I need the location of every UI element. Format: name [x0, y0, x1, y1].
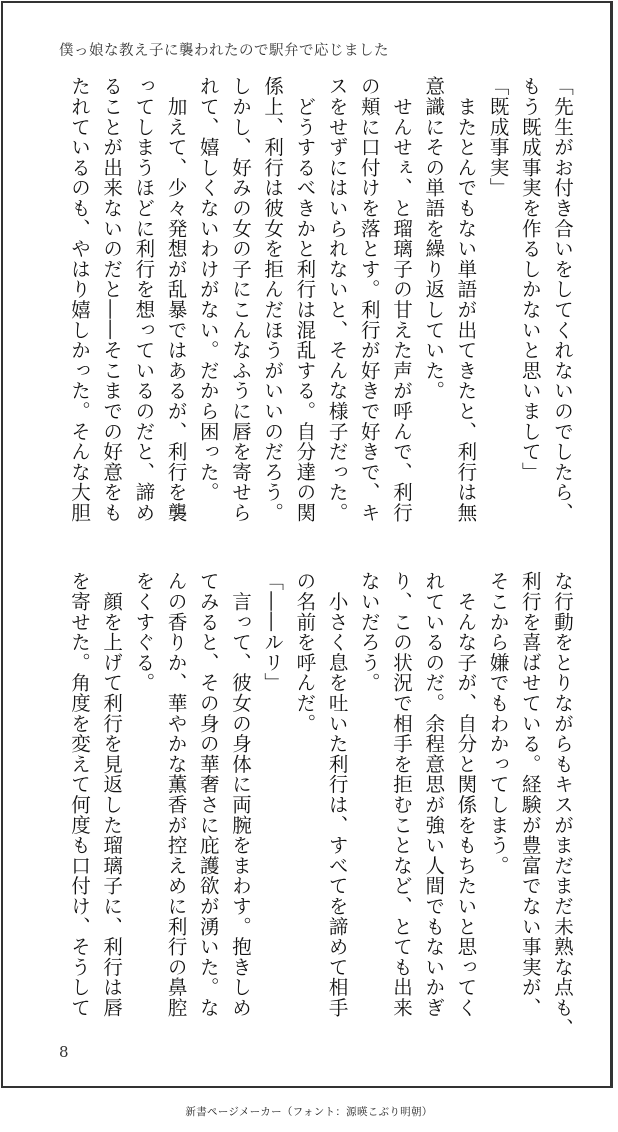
- text-line: んの香りか、華やかな薫香が控えめに利行の鼻腔: [164, 571, 188, 1018]
- text-line: の名前を呼んだ。: [293, 571, 317, 734]
- text-line: しかし、好みの女の子にこんなふうに唇を寄せら: [228, 76, 252, 523]
- running-title: 僕っ娘な教え子に襲われたので駅弁で応じました: [59, 43, 389, 59]
- text-block-upper: [63, 76, 578, 536]
- text-line: ることが出来ないのだと――そこまでの好意をも: [100, 76, 124, 523]
- text-line: そんな子が、自分と関係をもちたいと思ってく: [454, 571, 478, 1018]
- text-line: 「既成事実」: [486, 76, 510, 198]
- text-line: てみると、その身の華奢さに庇護欲が湧いた。な: [196, 571, 220, 1018]
- text-line: ないだろう。: [357, 571, 381, 693]
- generator-credit: 新書ページメーカー（フォント：源暎こぶり明朝）: [185, 1106, 433, 1118]
- text-line: どうするべきかと利行は混乱する。自分達の関: [293, 76, 317, 523]
- text-line: スをせずにはいられないと、そんな様子だった。: [325, 76, 349, 523]
- text-line: 利行を喜ばせている。経験が豊富でない事実が、: [518, 571, 542, 1018]
- text-line: の頬に口付けを落とす。利行が好きで好きで、キ: [357, 76, 381, 523]
- page-number: 8: [59, 1043, 69, 1061]
- text-line: またとんでもない単語が出てきたと、利行は無: [454, 76, 478, 523]
- text-line: 小さく息を吐いた利行は、すべてを諦めて相手: [325, 571, 349, 1018]
- text-line: れているのだ。余程意思が強い人間でもないかぎ: [422, 571, 446, 1018]
- text-line: せんせぇ、と瑠璃子の甘えた声が呼んで、利行: [389, 76, 413, 523]
- text-line: ってしまうほどに利行を想っているのだと、諦め: [132, 76, 156, 523]
- text-line: 顔を上げて利行を見返した瑠璃子に、利行は唇: [100, 571, 124, 1018]
- text-line: れて、嬉しくないわけがない。だから困った。: [196, 76, 220, 503]
- text-line: 言って、彼女の身体に両腕をまわす。抱きしめ: [228, 571, 252, 1018]
- text-line: 加えて、少々発想が乱暴ではあるが、利行を襲: [164, 76, 188, 523]
- text-line: たれているのも、やはり嬉しかった。そんな大胆: [67, 76, 91, 523]
- text-block-lower: [63, 571, 578, 1038]
- text-line: 意識にその単語を繰り返していた。: [422, 76, 446, 401]
- text-line: 「――ルリ」: [261, 571, 285, 693]
- text-line: をくすぐる。: [132, 571, 156, 693]
- text-line: な行動をとりながらもキスがまだまだ未熟な点も、: [551, 571, 574, 1038]
- text-line: 「先生がお付き合いをしてくれないのでしたら、: [551, 76, 574, 523]
- book-page: [1, 1, 613, 1088]
- text-line: り、この状況で相手を拒むことなど、とても出来: [389, 571, 413, 1018]
- text-line: 係上、利行は彼女を拒んだほうがいいのだろう。: [261, 76, 285, 523]
- text-line: もう既成事実を作るしかないと思いまして」: [518, 76, 542, 482]
- text-line: そこから嫌でもわかってしまう。: [486, 571, 510, 876]
- text-line: を寄せた。角度を変えて何度も口付け、そうして: [67, 571, 91, 1018]
